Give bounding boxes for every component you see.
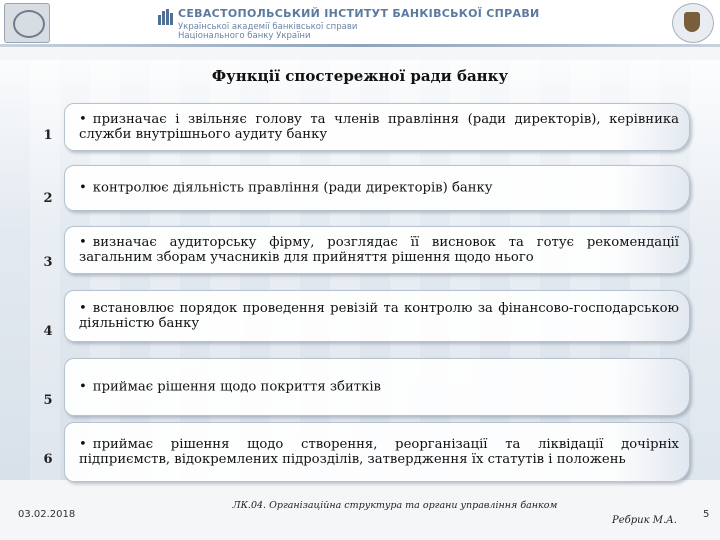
page-number: 5 xyxy=(703,509,710,520)
header-banner xyxy=(0,0,720,44)
coat-of-arms-emblem-icon xyxy=(672,3,714,43)
function-label-5: приймає рішення щодо покриття збитків xyxy=(92,379,381,395)
function-box-3 xyxy=(64,226,690,274)
bullet: • xyxy=(79,235,87,250)
item-number-3: 3 xyxy=(43,255,53,270)
footer-date: 03.02.2018 xyxy=(18,509,76,520)
function-text-1 xyxy=(79,112,679,142)
function-box-6 xyxy=(64,422,690,482)
function-box-2 xyxy=(64,165,690,211)
bullet: • xyxy=(79,379,87,395)
function-box-5 xyxy=(64,358,690,416)
item-number-2: 2 xyxy=(43,191,53,206)
function-text-4 xyxy=(79,301,679,331)
function-label-4: встановлює порядок проведення ревізій та контролю за фінансово-господарською діяльністю банку xyxy=(79,301,679,331)
institute-subtitle-1: Української академії банківської справи xyxy=(178,22,358,32)
bullet: • xyxy=(79,180,87,196)
footer-author: Ребрик М.А. xyxy=(612,515,677,526)
bullet: • xyxy=(79,437,87,452)
function-box-4 xyxy=(64,290,690,342)
function-box-1 xyxy=(64,103,690,151)
function-text-3 xyxy=(79,235,679,265)
bullet: • xyxy=(79,112,87,127)
institute-name: СЕВАСТОПОЛЬСЬКИЙ ІНСТИТУТ БАНКІВСЬКОЇ СПРАВИ xyxy=(178,7,540,20)
institute-subtitle-2: Національного банку України xyxy=(178,31,311,41)
bullet: • xyxy=(79,301,87,316)
footer-lecture-title: ЛК.04. Організаційна структура та органи управління банком xyxy=(232,500,558,511)
function-label-2: контролює діяльність правління (ради директорів) банку xyxy=(92,180,493,196)
function-label-3: визначає аудиторську фірму, розглядає її висновок та готує рекомендації загальним зборам учасників для прийняття рішення щодо нього xyxy=(79,235,679,265)
header-divider xyxy=(0,44,720,47)
item-number-1: 1 xyxy=(43,128,53,143)
function-label-6: приймає рішення щодо створення, реорганізації та ліквідації дочірніх підприємств, відокремлених підрозділів, затвердження їх статутів і положень xyxy=(79,437,679,467)
function-label-1: призначає і звільняє голову та членів правління (ради директорів), керівника служби внутрішнього аудиту банку xyxy=(79,112,679,142)
item-number-5: 5 xyxy=(43,393,53,408)
item-number-6: 6 xyxy=(43,452,53,467)
slide-title: Функції спостережної ради банку xyxy=(211,67,509,85)
institute-mark-icon xyxy=(158,9,174,25)
function-text-5 xyxy=(79,380,679,395)
function-text-6 xyxy=(79,437,679,467)
function-text-2 xyxy=(79,181,679,196)
institute-building-logo-icon xyxy=(4,3,50,43)
item-number-4: 4 xyxy=(43,324,53,339)
